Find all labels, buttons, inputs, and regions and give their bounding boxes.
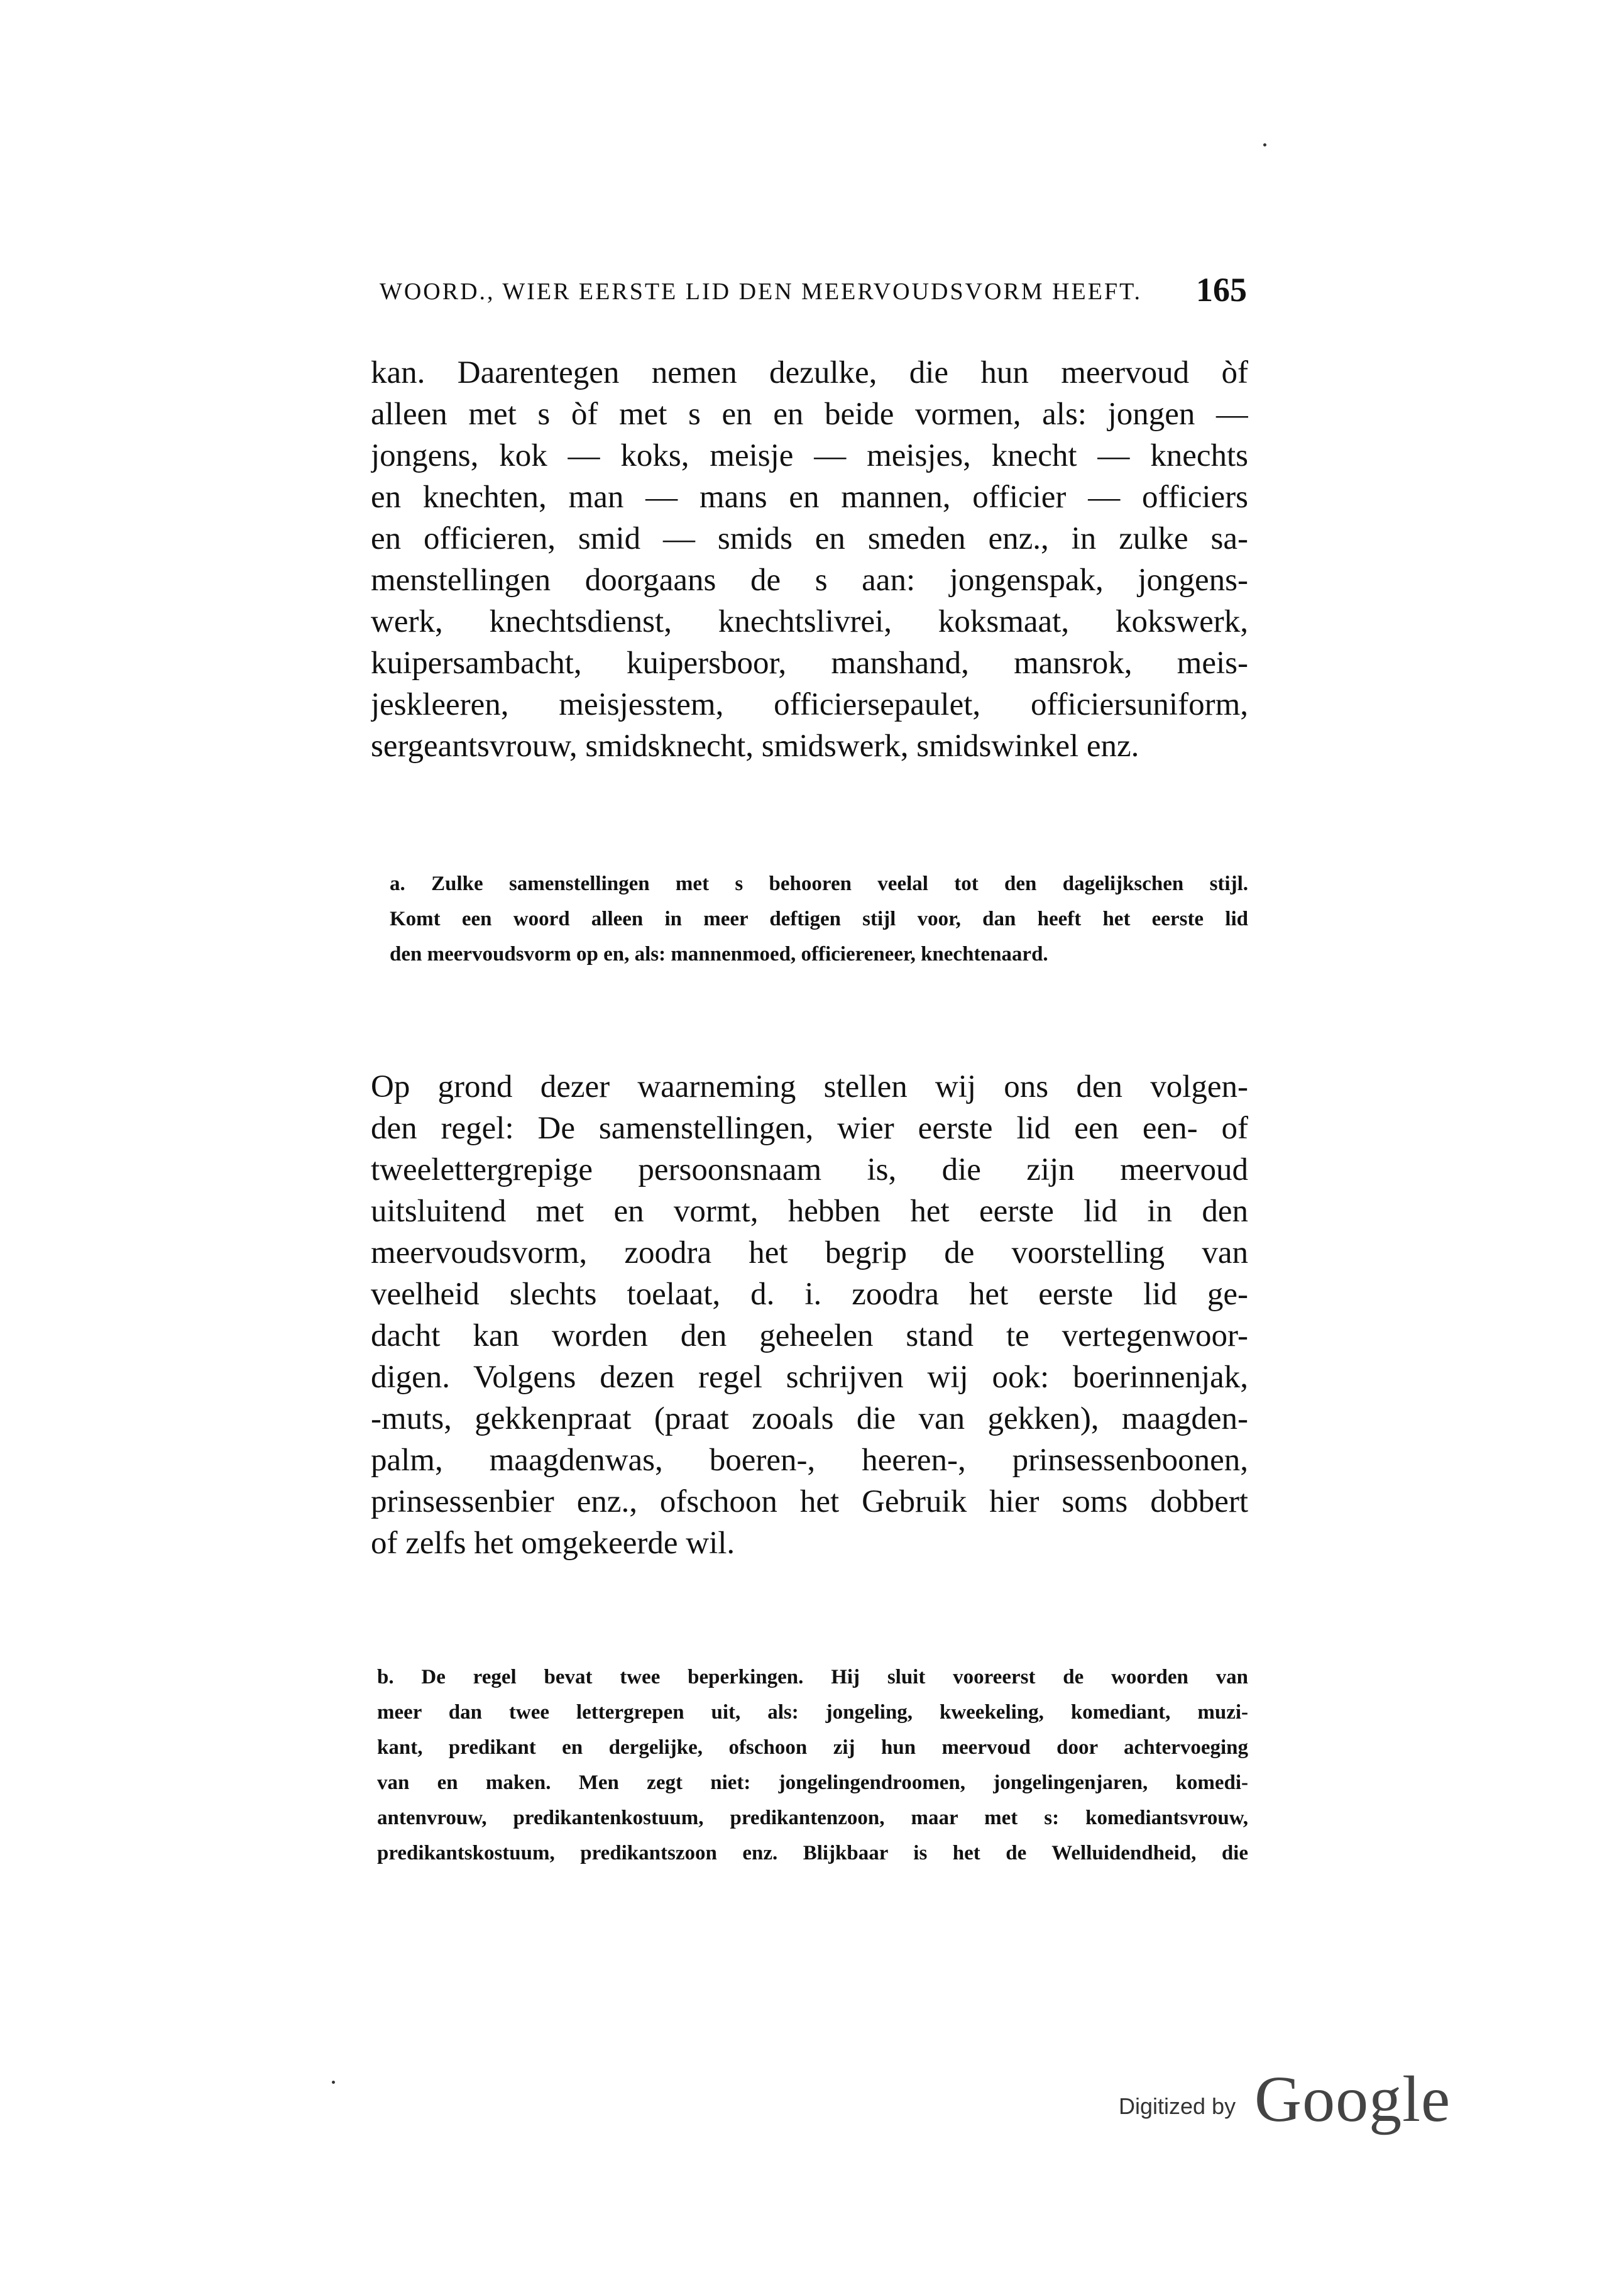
print-speck [1263, 143, 1266, 146]
note-b [377, 1660, 1248, 1871]
print-speck [332, 2081, 335, 2084]
text-line: digen. Volgens dezen regel schrijven wij ook: boerinnenjak, [371, 1360, 1248, 1395]
text-line: werk, knechtsdienst, knechtslivrei, koksmaat, kokswerk, [371, 604, 1248, 639]
text-line: jeskleeren, meisjesstem, officiersepaulet, officiersuniform, [371, 687, 1248, 722]
note-line: kant, predikant en dergelijke, ofschoon zij hun meervoud door achtervoeging [377, 1736, 1248, 1759]
text-line: den regel: De samenstellingen, wier eerste lid een een- of [371, 1111, 1248, 1146]
digitized-watermark [1119, 2062, 1458, 2137]
text-line: jongens, kok — koks, meisje — meisjes, knecht — knechts [371, 438, 1248, 473]
text-line: veelheid slechts toelaat, d. i. zoodra het eerste lid ge- [371, 1277, 1248, 1312]
note-line: den meervoudsvorm op en, als: mannenmoed, officiereneer, knechtenaard. [390, 943, 1048, 966]
text-line: -muts, gekkenpraat (praat zooals die van gekken), maagden- [371, 1401, 1248, 1436]
note-line: antenvrouw, predikantenkostuum, predikantenzoon, maar met s: komediantsvrouw, [377, 1807, 1248, 1829]
note-line: a. Zulke samenstellingen met s behooren veelal tot den dagelijkschen stijl. [390, 873, 1248, 895]
text-line: kuipersambacht, kuipersboor, manshand, mansrok, meis- [371, 646, 1248, 681]
text-line: tweelettergrepige persoonsnaam is, die zijn meervoud [371, 1152, 1248, 1187]
text-line: meervoudsvorm, zoodra het begrip de voorstelling van [371, 1235, 1248, 1270]
text-line: Op grond dezer waarneming stellen wij ons den volgen- [371, 1069, 1248, 1104]
running-head: WOORD., WIER EERSTE LID DEN MEERVOUDSVORM HEEFT. [380, 278, 1142, 305]
text-line: alleen met s òf met s en en beide vormen, als: jongen — [371, 397, 1248, 432]
note-line: van en maken. Men zegt niet: jongelingendroomen, jongelingenjaren, komedi- [377, 1771, 1248, 1794]
text-line: sergeantsvrouw, smidsknecht, smidswerk, smidswinkel enz. [371, 729, 1139, 764]
note-line: predikantskostuum, predikantszoon enz. Blijkbaar is het de Welluidendheid, die [377, 1842, 1248, 1864]
note-line: b. De regel bevat twee beperkingen. Hij sluit vooreerst de woorden van [377, 1666, 1248, 1688]
note-line: meer dan twee lettergrepen uit, als: jongeling, kweekeling, komediant, muzi- [377, 1701, 1248, 1724]
text-line: en officieren, smid — smids en smeden enz., in zulke sa- [371, 521, 1248, 556]
text-line: kan. Daarentegen nemen dezulke, die hun meervoud òf [371, 355, 1248, 390]
text-line: uitsluitend met en vormt, hebben het eerste lid in den [371, 1194, 1248, 1229]
note-line: Komt een woord alleen in meer deftigen stijl voor, dan heeft het eerste lid [390, 908, 1248, 930]
text-line: palm, maagdenwas, boeren-, heeren-, prinsessenboonen, [371, 1443, 1248, 1478]
page-number: 165 [1196, 271, 1247, 309]
digitized-label: Digitized by [1119, 2093, 1236, 2119]
text-line: of zelfs het omgekeerde wil. [371, 1526, 735, 1561]
paragraph-2 [371, 1066, 1248, 1564]
note-a [390, 866, 1248, 972]
text-line: prinsessenbier enz., ofschoon het Gebruik hier soms dobbert [371, 1484, 1248, 1519]
text-line: menstellingen doorgaans de s aan: jongenspak, jongens- [371, 563, 1248, 598]
text-line: en knechten, man — mans en mannen, officier — officiers [371, 480, 1248, 515]
page-header [380, 270, 1247, 314]
paragraph-1 [371, 352, 1248, 767]
google-logo: Google [1254, 2063, 1451, 2135]
text-line: dacht kan worden den geheelen stand te vertegenwoor- [371, 1318, 1248, 1353]
